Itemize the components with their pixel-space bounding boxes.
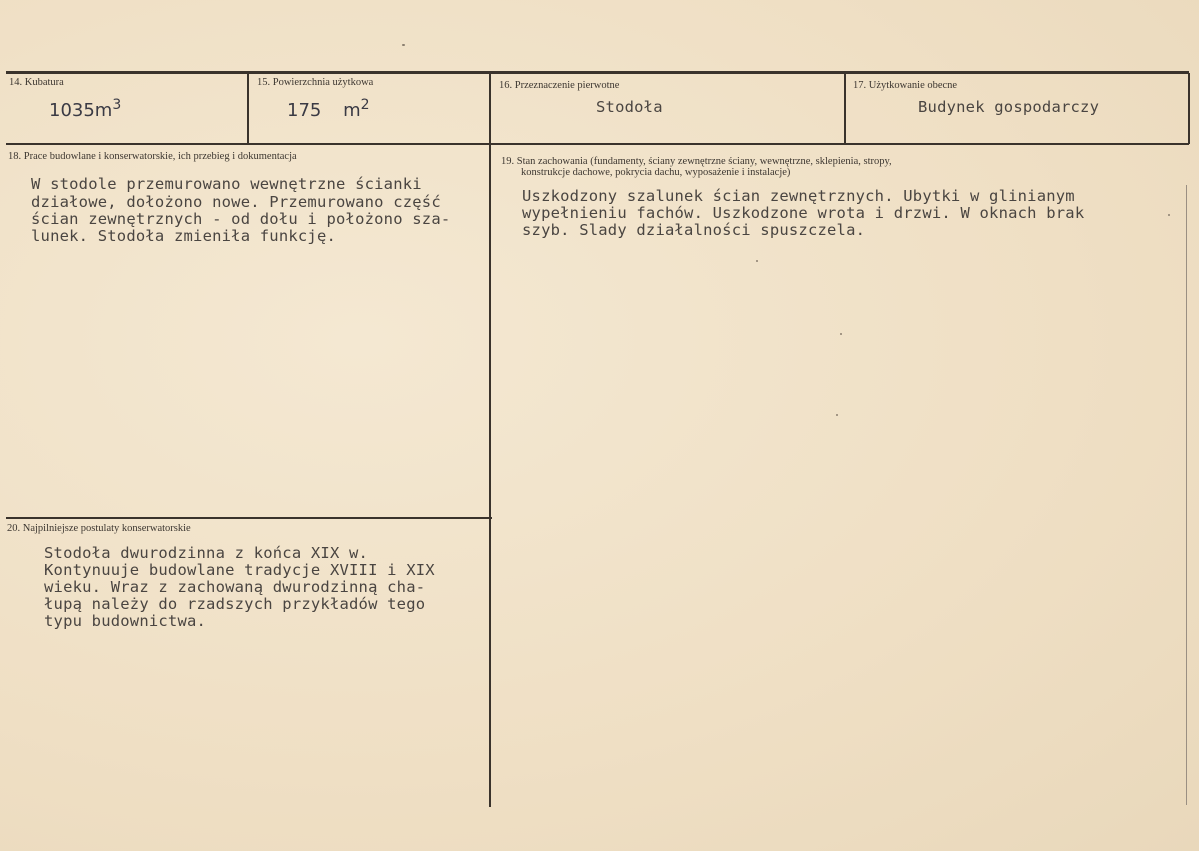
paper-speck [836,414,838,416]
col-divider-16-17 [844,73,846,144]
field-15-label: 15. Powierzchnia użytkowa [257,77,374,88]
row-divider-2 [6,517,492,519]
field-16-value: Stodoła [596,98,663,116]
top-rule [6,71,1189,74]
col-divider-main [489,73,491,807]
paper-speck [1168,214,1170,216]
field-20-line-4: łupą należy do rzadszych przykładów tego [44,595,426,613]
paper-speck [402,44,405,46]
field-20-line-3: wieku. Wraz z zachowaną dwurodzinną cha- [44,578,426,596]
field-19-line-3: szyb. Slady działalności spuszczela. [522,221,866,239]
field-14-number: 1035m [49,100,113,121]
paper-speck [756,260,758,262]
field-16-label: 16. Przeznaczenie pierwotne [499,80,620,91]
field-15-value [287,97,370,121]
field-14-value [49,97,121,121]
field-18-label: 18. Prace budowlane i konserwatorskie, ich przebieg i dokumentacja [8,151,297,162]
field-20-line-1: Stodoła dwurodzinna z końca XIX w. [44,544,369,562]
field-19-line-2: wypełnieniu fachów. Uszkodzone wrota i drzwi. W oknach brak [522,204,1085,222]
field-14-exponent: 3 [112,97,122,113]
field-20-line-5: typu budownictwa. [44,612,207,630]
field-20-label: 20. Najpilniejsze postulaty konserwatorskie [7,523,191,534]
col-divider-14-15 [247,73,249,144]
right-border-top [1188,73,1190,144]
field-20-line-2: Kontynuuje budowlane tradycje XVIII i XIX [44,561,435,579]
field-15-unit: $m^2$ [343,97,370,121]
field-18-line-4: lunek. Stodoła zmieniła funkcję. [31,227,337,245]
field-19-line-1: Uszkodzony szalunek ścian zewnętrznych. Ubytki w glinianym [522,187,1075,205]
field-18-line-3: ścian zewnętrznych - od dołu i położono sza- [31,210,451,228]
field-19-label-line-2: konstrukcje dachowe, pokrycia dachu, wyposażenie i instalacje) [521,167,791,178]
right-border-mid [1186,185,1187,805]
field-18-line-1: W stodole przemurowano wewnętrzne ścianki [31,175,422,193]
row-divider-1 [6,143,1189,145]
paper-speck [840,333,842,335]
field-14-label: 14. Kubatura [9,77,64,88]
field-19-label-line-1: 19. Stan zachowania (fundamenty, ściany zewnętrzne ściany, wewnętrzne, sklepienia, stropy, [501,156,892,167]
field-15-number: 175 [287,100,322,121]
field-18-line-2: działowe, dołożono nowe. Przemurowano część [31,193,441,211]
field-17-value: Budynek gospodarczy [918,98,1100,116]
field-17-label: 17. Użytkowanie obecne [853,80,958,91]
